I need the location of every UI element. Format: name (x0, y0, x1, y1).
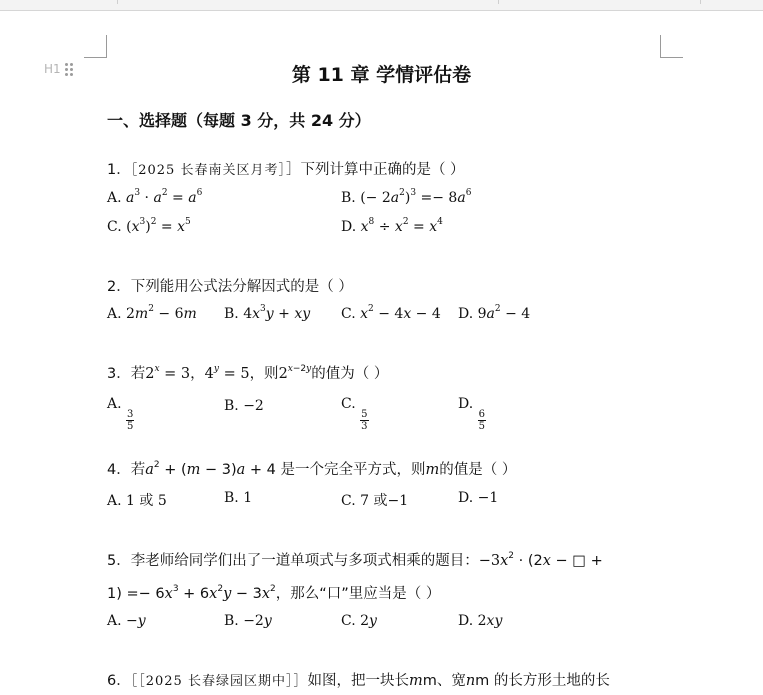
option-b: B. −2y (224, 613, 272, 629)
question-number: 3． (107, 366, 131, 382)
option-d: D. $9a^2 - 4$ (458, 304, 531, 322)
ruler-tick (117, 0, 118, 4)
option-b: B. 1 (224, 490, 253, 506)
option-d: D. $x^8 \div x^2 = x^4$ (341, 217, 443, 235)
option-c: C. $x^2 - 4x - 4$ (341, 304, 441, 322)
question-source: ［2025 长春南关区月考］ (130, 163, 286, 178)
option-b: B. $4x^3y$ + xy (224, 304, 311, 322)
question-3: 3．若2$^x$ = 3，4$^y$ = 5，则$2^{x-2y}$的值为（ ） (107, 364, 389, 382)
question-4: 4．若$a^2 + (m - 3)a + 4$ 是一个完全平方式，则m的值是（ ） (107, 460, 517, 478)
ruler-tick (498, 0, 499, 4)
option-b: B. −2 (224, 398, 264, 414)
option-c: C. 2y (341, 613, 377, 629)
fraction: $\frac{5}{3}$ (361, 409, 368, 432)
question-source: ［［2025 长春绿园区期中］］ (130, 674, 308, 689)
bracket: ］ (285, 162, 301, 178)
question-number: 2． (107, 279, 131, 295)
option-a: A. $2m^2 - 6m$ (107, 304, 197, 322)
question-text: 下列计算中正确的是（ ） (300, 162, 465, 178)
option-d: D. $\frac{6}{5}$ (458, 396, 486, 432)
question-number: 4． (107, 462, 131, 478)
question-5: 5．李老师给同学们出了一道单项式与多项式相乘的题目：$-3x^2 \cdot (2x$ − □ + (107, 551, 603, 569)
option-c: C. $(x^3)^2 = x^5$ (107, 217, 191, 235)
ruler-bar (0, 0, 763, 11)
margin-corner-top-right (660, 35, 683, 58)
heading-level-marker: H1 (44, 62, 61, 76)
question-1 (107, 158, 465, 179)
question-text: 李老师给同学们出了一道单项式与多项式相乘的题目： (130, 553, 479, 569)
option-d: D. −1 (458, 490, 499, 506)
ruler-tick (700, 0, 701, 4)
section-heading: 一、选择题（每题 3 分，共 24 分） (107, 111, 371, 130)
question-text: 下列能用公式法分解因式的是（ ） (130, 279, 353, 295)
question-6: 6．［［2025 长春绿园区期中］］如图，把一块长mm、宽nm 的长方形土地的长 (107, 673, 610, 689)
option-b: B. (− $2a^2)^3 =- 8a^6$ (341, 188, 472, 206)
fraction: $\frac{3}{5}$ (127, 409, 134, 432)
option-a: A. $\frac{3}{5}$ (107, 396, 134, 432)
margin-corner-top-left (84, 35, 107, 58)
option-c: C. $\frac{5}{3}$ (341, 396, 368, 432)
question-number: 1． (107, 162, 131, 178)
fraction: $\frac{6}{5}$ (478, 409, 486, 432)
question-number: 5． (107, 553, 131, 569)
option-a: A. $a^3 \cdot a^2 = a^6$ (107, 188, 203, 206)
option-a: A. −y (107, 613, 146, 629)
option-a: A. 1 或 5 (107, 493, 167, 509)
option-d: D. 2xy (458, 613, 503, 629)
page-title: 第 11 章 学情评估卷 (291, 64, 472, 86)
option-c: C. 7 或−1 (341, 493, 409, 509)
question-number: 6． (107, 673, 131, 689)
question-5-line-2: $1) =- 6x^3 + 6x^2y - 3x^2$，那么“口”里应当是（ ） (107, 584, 441, 602)
question-2 (107, 275, 353, 296)
